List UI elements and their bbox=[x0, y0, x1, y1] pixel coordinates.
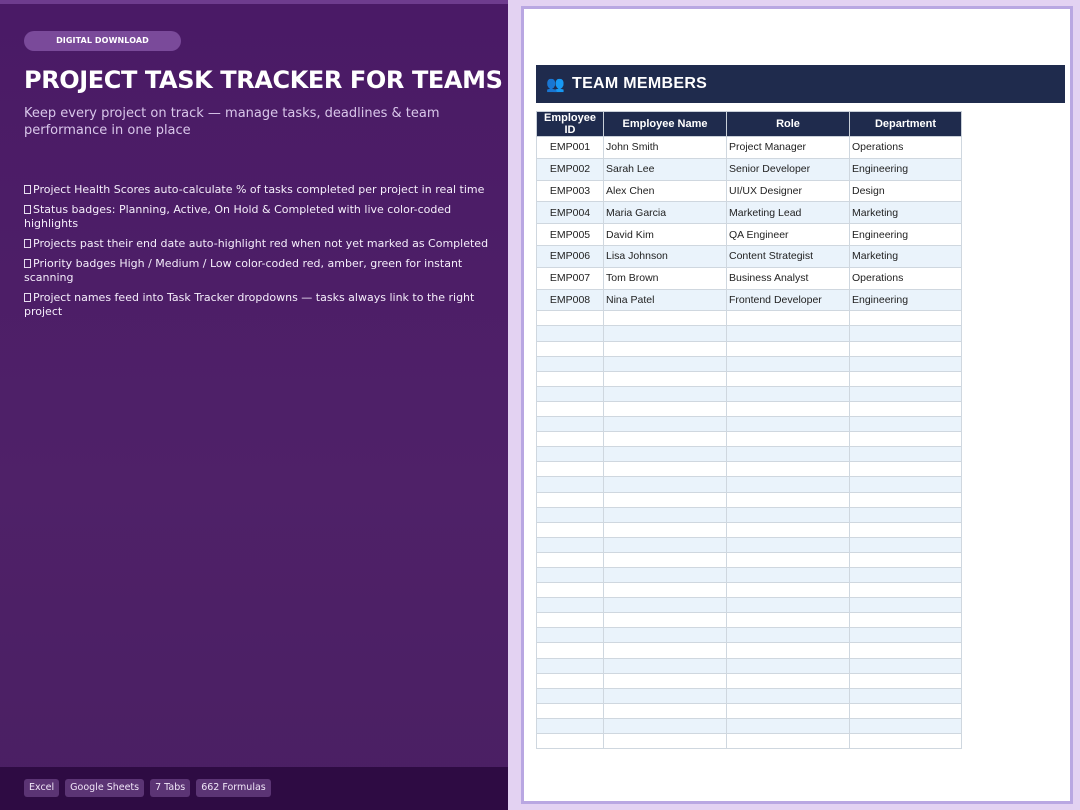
empty-cell[interactable] bbox=[850, 613, 962, 628]
empty-row bbox=[537, 311, 962, 326]
table-header-row bbox=[537, 112, 962, 137]
empty-cell[interactable] bbox=[727, 432, 850, 447]
empty-cell[interactable] bbox=[850, 507, 962, 522]
column-header[interactable]: Department bbox=[850, 112, 962, 137]
empty-cell[interactable] bbox=[850, 462, 962, 477]
empty-cell[interactable] bbox=[537, 583, 604, 598]
empty-row bbox=[537, 598, 962, 613]
empty-cell[interactable] bbox=[850, 386, 962, 401]
table-row bbox=[537, 202, 962, 224]
table-cell[interactable]: Engineering bbox=[850, 158, 962, 180]
empty-row bbox=[537, 477, 962, 492]
table-cell[interactable]: Maria Garcia bbox=[604, 202, 727, 224]
empty-cell[interactable] bbox=[604, 386, 727, 401]
empty-cell[interactable] bbox=[604, 401, 727, 416]
empty-cell[interactable] bbox=[727, 401, 850, 416]
table-cell[interactable]: Content Strategist bbox=[727, 245, 850, 267]
empty-row bbox=[537, 462, 962, 477]
bullet-icon bbox=[24, 293, 31, 302]
empty-cell[interactable] bbox=[727, 386, 850, 401]
empty-cell[interactable] bbox=[850, 628, 962, 643]
empty-row bbox=[537, 522, 962, 537]
team-members-banner bbox=[536, 65, 1065, 103]
tag-tabs: 7 Tabs bbox=[150, 779, 190, 797]
empty-cell[interactable] bbox=[604, 613, 727, 628]
table-cell[interactable]: David Kim bbox=[604, 224, 727, 246]
empty-cell[interactable] bbox=[604, 658, 727, 673]
empty-cell[interactable] bbox=[537, 386, 604, 401]
empty-cell[interactable] bbox=[604, 718, 727, 733]
empty-cell[interactable] bbox=[850, 371, 962, 386]
empty-cell[interactable] bbox=[850, 643, 962, 658]
table-cell[interactable]: EMP002 bbox=[537, 158, 604, 180]
empty-row bbox=[537, 326, 962, 341]
empty-cell[interactable] bbox=[537, 507, 604, 522]
table-cell[interactable]: Marketing bbox=[850, 202, 962, 224]
empty-cell[interactable] bbox=[537, 341, 604, 356]
empty-cell[interactable] bbox=[850, 432, 962, 447]
empty-cell[interactable] bbox=[727, 673, 850, 688]
empty-cell[interactable] bbox=[604, 326, 727, 341]
empty-row bbox=[537, 734, 962, 749]
footer-bar bbox=[0, 767, 508, 810]
empty-cell[interactable] bbox=[727, 507, 850, 522]
empty-cell[interactable] bbox=[850, 703, 962, 718]
top-accent-line bbox=[0, 0, 508, 4]
empty-row bbox=[537, 537, 962, 552]
table-row bbox=[537, 245, 962, 267]
empty-cell[interactable] bbox=[537, 417, 604, 432]
promo-title: PROJECT TASK TRACKER FOR TEAMS bbox=[24, 66, 503, 94]
empty-cell[interactable] bbox=[727, 734, 850, 749]
empty-cell[interactable] bbox=[604, 356, 727, 371]
empty-cell[interactable] bbox=[727, 613, 850, 628]
empty-cell[interactable] bbox=[727, 522, 850, 537]
empty-row bbox=[537, 643, 962, 658]
empty-cell[interactable] bbox=[850, 583, 962, 598]
empty-cell[interactable] bbox=[850, 417, 962, 432]
tag-formulas: 662 Formulas bbox=[196, 779, 271, 797]
empty-row bbox=[537, 386, 962, 401]
empty-cell[interactable] bbox=[537, 613, 604, 628]
empty-cell[interactable] bbox=[537, 734, 604, 749]
empty-cell[interactable] bbox=[537, 371, 604, 386]
empty-row bbox=[537, 583, 962, 598]
empty-cell[interactable] bbox=[604, 417, 727, 432]
table-cell[interactable]: EMP006 bbox=[537, 245, 604, 267]
empty-cell[interactable] bbox=[727, 477, 850, 492]
empty-cell[interactable] bbox=[537, 401, 604, 416]
empty-cell[interactable] bbox=[850, 567, 962, 582]
empty-cell[interactable] bbox=[727, 417, 850, 432]
empty-cell[interactable] bbox=[604, 477, 727, 492]
table-cell[interactable]: Design bbox=[850, 180, 962, 202]
empty-cell[interactable] bbox=[537, 703, 604, 718]
empty-cell[interactable] bbox=[604, 462, 727, 477]
table-cell[interactable]: Alex Chen bbox=[604, 180, 727, 202]
empty-cell[interactable] bbox=[537, 537, 604, 552]
empty-row bbox=[537, 341, 962, 356]
empty-cell[interactable] bbox=[850, 492, 962, 507]
empty-cell[interactable] bbox=[727, 356, 850, 371]
table-row bbox=[537, 180, 962, 202]
empty-cell[interactable] bbox=[604, 507, 727, 522]
empty-cell[interactable] bbox=[727, 628, 850, 643]
table-row bbox=[537, 137, 962, 159]
people-icon: 👥 bbox=[546, 75, 565, 93]
empty-cell[interactable] bbox=[727, 371, 850, 386]
empty-cell[interactable] bbox=[850, 326, 962, 341]
empty-cell[interactable] bbox=[727, 447, 850, 462]
table-cell[interactable]: Operations bbox=[850, 267, 962, 289]
empty-cell[interactable] bbox=[604, 643, 727, 658]
empty-cell[interactable] bbox=[537, 356, 604, 371]
table-cell[interactable]: Lisa Johnson bbox=[604, 245, 727, 267]
table-cell[interactable]: Senior Developer bbox=[727, 158, 850, 180]
empty-cell[interactable] bbox=[850, 311, 962, 326]
empty-cell[interactable] bbox=[850, 658, 962, 673]
table-cell[interactable]: Operations bbox=[850, 137, 962, 159]
promo-panel bbox=[0, 0, 508, 810]
table-row bbox=[537, 158, 962, 180]
empty-row bbox=[537, 703, 962, 718]
empty-cell[interactable] bbox=[537, 477, 604, 492]
table-cell[interactable]: Tom Brown bbox=[604, 267, 727, 289]
empty-cell[interactable] bbox=[850, 356, 962, 371]
empty-cell[interactable] bbox=[604, 492, 727, 507]
tag-excel: Excel bbox=[24, 779, 59, 797]
empty-cell[interactable] bbox=[727, 643, 850, 658]
empty-cell[interactable] bbox=[850, 522, 962, 537]
empty-cell[interactable] bbox=[537, 567, 604, 582]
empty-cell[interactable] bbox=[537, 658, 604, 673]
empty-row bbox=[537, 432, 962, 447]
bullet-icon bbox=[24, 185, 31, 194]
empty-cell[interactable] bbox=[604, 552, 727, 567]
empty-row bbox=[537, 401, 962, 416]
empty-cell[interactable] bbox=[850, 734, 962, 749]
tag-list bbox=[24, 779, 271, 797]
spreadsheet-preview bbox=[508, 0, 1080, 810]
empty-cell[interactable] bbox=[537, 311, 604, 326]
empty-cell[interactable] bbox=[850, 401, 962, 416]
empty-cell[interactable] bbox=[727, 688, 850, 703]
table-body bbox=[537, 137, 962, 749]
empty-cell[interactable] bbox=[537, 492, 604, 507]
empty-row bbox=[537, 552, 962, 567]
empty-cell[interactable] bbox=[537, 432, 604, 447]
table-cell[interactable]: Business Analyst bbox=[727, 267, 850, 289]
empty-row bbox=[537, 492, 962, 507]
empty-cell[interactable] bbox=[727, 492, 850, 507]
feature-item: Priority badges High / Medium / Low color-coded red, amber, green for instant scanning bbox=[24, 257, 463, 284]
table-cell[interactable]: EMP001 bbox=[537, 137, 604, 159]
empty-cell[interactable] bbox=[537, 688, 604, 703]
bullet-icon bbox=[24, 259, 31, 268]
empty-row bbox=[537, 673, 962, 688]
empty-row bbox=[537, 371, 962, 386]
empty-cell[interactable] bbox=[604, 537, 727, 552]
table-cell[interactable]: Frontend Developer bbox=[727, 289, 850, 311]
bullet-icon bbox=[24, 239, 31, 248]
empty-cell[interactable] bbox=[850, 341, 962, 356]
empty-cell[interactable] bbox=[604, 371, 727, 386]
empty-cell[interactable] bbox=[604, 734, 727, 749]
empty-cell[interactable] bbox=[537, 522, 604, 537]
table-cell[interactable]: John Smith bbox=[604, 137, 727, 159]
empty-cell[interactable] bbox=[537, 598, 604, 613]
column-header[interactable]: Employee Name bbox=[604, 112, 727, 137]
empty-cell[interactable] bbox=[604, 598, 727, 613]
empty-cell[interactable] bbox=[727, 341, 850, 356]
empty-cell[interactable] bbox=[727, 583, 850, 598]
table-cell[interactable]: EMP005 bbox=[537, 224, 604, 246]
empty-cell[interactable] bbox=[727, 537, 850, 552]
empty-cell[interactable] bbox=[850, 552, 962, 567]
sheet-page bbox=[521, 6, 1073, 804]
digital-download-badge: DIGITAL DOWNLOAD bbox=[24, 31, 181, 51]
empty-cell[interactable] bbox=[727, 326, 850, 341]
feature-item: Projects past their end date auto-highlight red when not yet marked as Completed bbox=[24, 237, 492, 251]
empty-cell[interactable] bbox=[727, 598, 850, 613]
empty-cell[interactable] bbox=[537, 462, 604, 477]
empty-cell[interactable] bbox=[727, 552, 850, 567]
promo-subtitle: Keep every project on track — manage tasks, deadlines & team performance in one place bbox=[24, 106, 440, 138]
empty-cell[interactable] bbox=[604, 703, 727, 718]
empty-row bbox=[537, 447, 962, 462]
table-cell[interactable]: Engineering bbox=[850, 224, 962, 246]
table-row bbox=[537, 267, 962, 289]
empty-cell[interactable] bbox=[604, 341, 727, 356]
table-cell[interactable]: QA Engineer bbox=[727, 224, 850, 246]
team-members-table bbox=[536, 111, 962, 749]
empty-cell[interactable] bbox=[537, 447, 604, 462]
section-title: TEAM MEMBERS bbox=[572, 75, 708, 92]
empty-row bbox=[537, 628, 962, 643]
table-row bbox=[537, 289, 962, 311]
table-cell[interactable]: EMP004 bbox=[537, 202, 604, 224]
empty-cell[interactable] bbox=[604, 432, 727, 447]
empty-cell[interactable] bbox=[850, 688, 962, 703]
column-header[interactable]: Role bbox=[727, 112, 850, 137]
empty-row bbox=[537, 688, 962, 703]
empty-cell[interactable] bbox=[604, 688, 727, 703]
empty-cell[interactable] bbox=[727, 462, 850, 477]
empty-cell[interactable] bbox=[850, 537, 962, 552]
feature-list bbox=[24, 183, 492, 325]
empty-cell[interactable] bbox=[604, 522, 727, 537]
column-header[interactable]: Employee ID bbox=[537, 112, 604, 137]
feature-item: Status badges: Planning, Active, On Hold & Completed with live color-coded highlights bbox=[24, 203, 452, 230]
table-cell[interactable]: Marketing Lead bbox=[727, 202, 850, 224]
empty-cell[interactable] bbox=[604, 447, 727, 462]
table-cell[interactable]: Marketing bbox=[850, 245, 962, 267]
table-cell[interactable]: Engineering bbox=[850, 289, 962, 311]
empty-cell[interactable] bbox=[727, 311, 850, 326]
empty-cell[interactable] bbox=[850, 477, 962, 492]
table-cell[interactable]: EMP003 bbox=[537, 180, 604, 202]
empty-cell[interactable] bbox=[537, 326, 604, 341]
empty-row bbox=[537, 417, 962, 432]
table-cell[interactable]: Project Manager bbox=[727, 137, 850, 159]
feature-item: Project Health Scores auto-calculate % of tasks completed per project in real time bbox=[24, 183, 492, 197]
empty-cell[interactable] bbox=[604, 311, 727, 326]
empty-row bbox=[537, 613, 962, 628]
feature-item: Project names feed into Task Tracker dropdowns — tasks always link to the right project bbox=[24, 291, 475, 318]
bullet-icon bbox=[24, 205, 31, 214]
tag-google-sheets: Google Sheets bbox=[65, 779, 144, 797]
empty-row bbox=[537, 356, 962, 371]
empty-cell[interactable] bbox=[727, 718, 850, 733]
empty-cell[interactable] bbox=[537, 628, 604, 643]
empty-row bbox=[537, 718, 962, 733]
table-cell[interactable]: UI/UX Designer bbox=[727, 180, 850, 202]
empty-cell[interactable] bbox=[537, 643, 604, 658]
empty-cell[interactable] bbox=[727, 658, 850, 673]
empty-row bbox=[537, 567, 962, 582]
empty-cell[interactable] bbox=[604, 583, 727, 598]
empty-cell[interactable] bbox=[604, 628, 727, 643]
empty-cell[interactable] bbox=[537, 552, 604, 567]
empty-row bbox=[537, 507, 962, 522]
empty-cell[interactable] bbox=[727, 703, 850, 718]
table-cell[interactable]: Nina Patel bbox=[604, 289, 727, 311]
table-row bbox=[537, 224, 962, 246]
empty-cell[interactable] bbox=[850, 673, 962, 688]
empty-cell[interactable] bbox=[850, 718, 962, 733]
empty-cell[interactable] bbox=[537, 718, 604, 733]
empty-cell[interactable] bbox=[604, 567, 727, 582]
empty-cell[interactable] bbox=[850, 447, 962, 462]
table-cell[interactable]: Sarah Lee bbox=[604, 158, 727, 180]
empty-cell[interactable] bbox=[727, 567, 850, 582]
table-cell[interactable]: EMP008 bbox=[537, 289, 604, 311]
empty-cell[interactable] bbox=[537, 673, 604, 688]
table-cell[interactable]: EMP007 bbox=[537, 267, 604, 289]
empty-cell[interactable] bbox=[850, 598, 962, 613]
empty-row bbox=[537, 658, 962, 673]
empty-cell[interactable] bbox=[604, 673, 727, 688]
